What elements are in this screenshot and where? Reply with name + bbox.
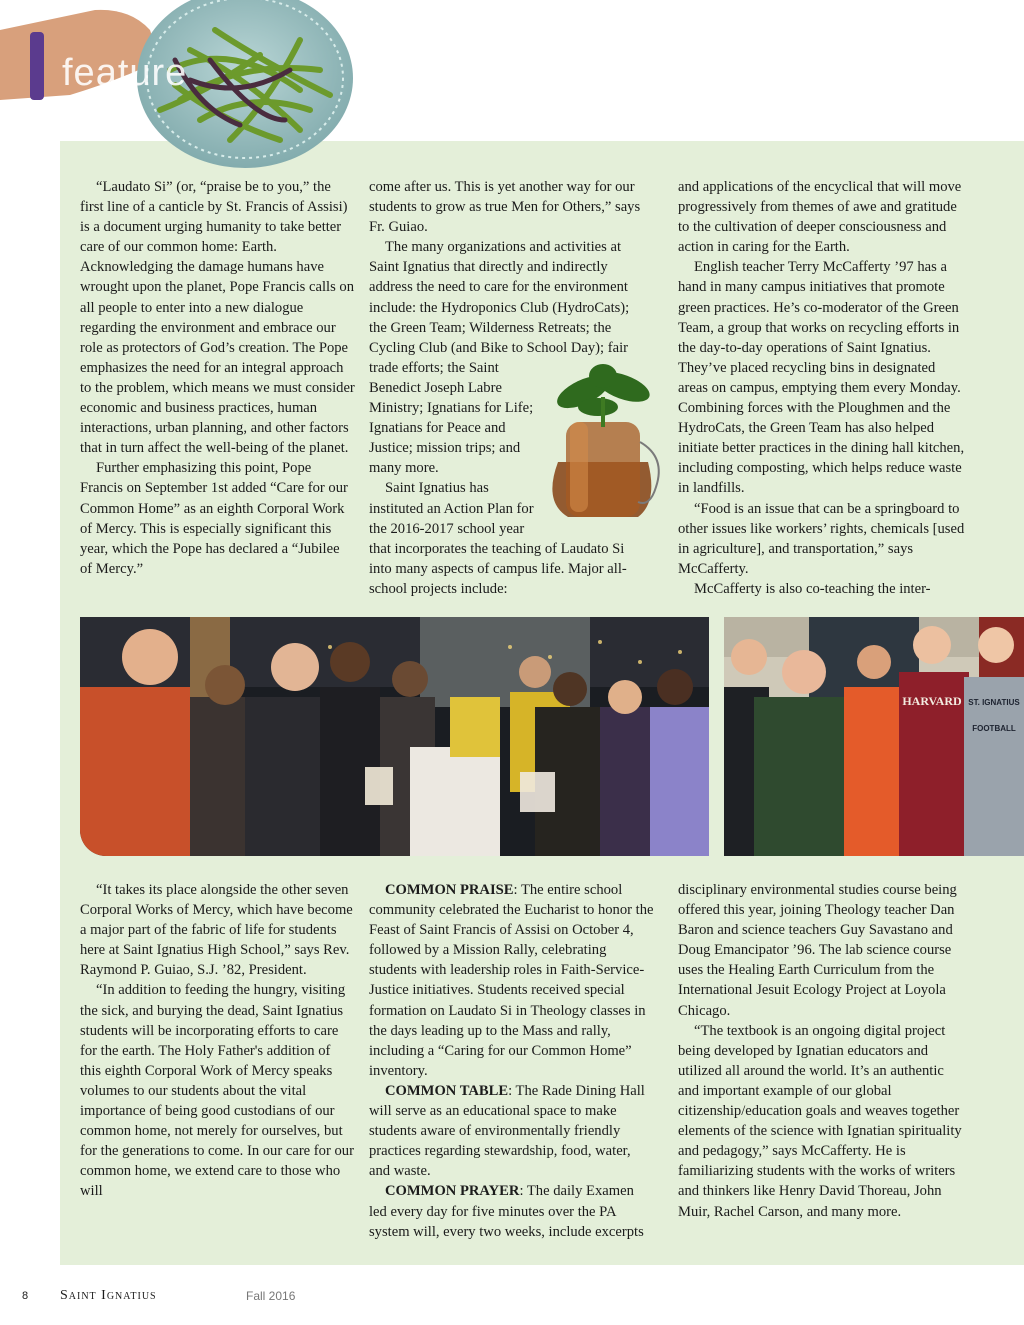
paragraph-common-praise: [369, 880, 654, 1081]
paragraph: disciplinary environmental studies course being offered this year, joining Theology teacher Dan Baron and science teachers Guy Savastano and Doug Emancipator ’96. The lab science course uses the Healing Earth Curriculum from the International Jesuit Ecology Project at Loyola Chicago.: [678, 882, 957, 1019]
paragraph: come after us. This is yet another way for our students to grow as true Men for Others,” says Fr. Guiao.: [369, 179, 641, 236]
bottom-column-2: [369, 880, 654, 1242]
shirt-text: HARVARD: [902, 694, 962, 708]
magazine-name: Saint Ignatius: [60, 1288, 157, 1303]
subhead-common-praise: COMMON PRAISE: [385, 882, 514, 898]
body-text: : The Rade Dining Hall will serve as an educational space to make students aware of environmentally friendly practices regarding stewardship, food, water, and waste.: [369, 1082, 645, 1180]
paragraph: English teacher Terry McCafferty ’97 has a hand in many campus initiatives that promote green practices. He’s co-moderator of the Green Team, a group that works on recycling efforts in the day-to-day operations of Saint Ignatius. They’ve placed recycling bins in designated areas on campus, emptying them every Monday. Combining forces with the Ploughmen and the HydroCats, the Green Team has also helped initiate better practices in the dining hall kitchen, including composting, which helps reduce waste in landfills.: [678, 259, 965, 497]
group-service-photo: [80, 617, 709, 856]
bottom-column-3: [678, 880, 963, 1222]
paragraph: “In addition to feeding the hungry, visiting the sick, and burying the dead, Saint Ignatius students will be incorporating efforts to care for the earth. The Holy Father's addition of this eighth Corporal Work of Mercy speaks volumes to our students about the vital importance of being good custodians of our common home, not merely for ourselves, but for the generations to come. In our care for our common home, we extend care to those who will: [80, 982, 354, 1200]
teacher-with-students-photo: [724, 617, 1024, 856]
shirt-text: FOOTBALL: [972, 724, 1016, 733]
body-text: : The entire school community celebrated the Eucharist to honor the Feast of Saint Francis of Assisi on October 4, followed by a Mission Rally, celebrating students with leadership roles in Faith-Service-Justice initiatives. Students received special formation on Laudato Si in Theology classes in the days leading up to the Mass and rally, including a “Caring for our Common Home” inventory.: [369, 882, 654, 1079]
paragraph: and applications of the encyclical that will move progressively from themes of awe and gratitude to the cultivation of deeper consciousness and action in caring for the Earth.: [678, 179, 962, 256]
paragraph-common-prayer: [369, 1181, 654, 1241]
subhead-common-table: COMMON TABLE: [385, 1082, 509, 1099]
paragraph: that incorporates the teaching of Laudato Si into many aspects of campus life. Major all-school projects include:: [369, 540, 627, 597]
top-column-3: [678, 177, 968, 599]
section-label: feature: [62, 52, 188, 94]
issue-date: Fall 2016: [246, 1289, 296, 1303]
subhead-common-prayer: COMMON PRAYER: [385, 1183, 520, 1200]
paragraph-common-table: [369, 1081, 654, 1181]
paragraph: “Laudato Si” (or, “praise be to you,” the first line of a canticle by St. Francis of Assisi) is a document urging humanity to take better care of our common home: Earth. Acknowledging the damage humans have wrought upon the planet, Pope Francis calls on all people to enter into a new dialogue regarding the environment and embrace our role as protectors of God’s creation. The Pope emphasizes the need for an integral approach to the problem, which means we must consider economic and business practices, human interactions, urban planning, and other factors that in turn affect the well-being of the planet.: [80, 179, 355, 457]
body-text: : The daily Examen led every day for five minutes over the PA system will, every two weeks, include excerpts: [369, 1183, 644, 1240]
paragraph: “Food is an issue that can be a springboard to other issues like workers’ rights, chemicals [used in agriculture], and transportation,” says McCafferty.: [678, 500, 965, 577]
paragraph: “The textbook is an ongoing digital project being developed by Ignatian educators and utilized all around the world. It’s an authentic and important example of our global citizenship/education goals and weaves together elements of the science with Ignatian spirituality and pedagogy,” says McCafferty. He is familiarizing students with the works of writers and thinkers like Henry David Thoreau, John Muir, Rachel Carson, and many more.: [678, 1022, 962, 1220]
paragraph: Further emphasizing this point, Pope Francis on September 1st added “Care for our Common Home” as an eighth Corporal Work of Mercy. This is especially significant this year, which the Pope has declared a “Jubilee of Mercy.”: [80, 460, 348, 577]
paragraph: “It takes its place alongside the other seven Corporal Works of Mercy, which have become a major part of the fabric of life for students here at Saint Ignatius High School,” says Rev. Raymond P. Guiao, S.J. ’82, President.: [80, 882, 353, 979]
bottom-column-1: [80, 880, 355, 1202]
top-column-1: [80, 177, 355, 579]
paragraph: The many organizations and activities at Saint Ignatius that directly and indirectly address the need to care for the environment include: the Hydroponics Club (HydroCats); the Green Team; Wilderness Retreats; the Cycling Club (and Bike to School Day); fair trade efforts; the Saint: [369, 239, 630, 376]
paragraph: McCafferty is also co-teaching the inter-: [694, 580, 931, 597]
shirt-text: ST. IGNATIUS: [968, 698, 1020, 707]
potted-plant-jar-photo: [538, 362, 668, 522]
paragraph: Saint Ignatius has instituted an Action Plan for the 2016-2017 school year: [369, 480, 534, 537]
page-footer: [0, 1288, 1024, 1308]
page-number: 8: [22, 1290, 29, 1302]
paragraph: Benedict Joseph Labre Ministry; Ignatians for Life; Ignatians for Peace and Justice; mission trips; and many more.: [369, 379, 534, 477]
